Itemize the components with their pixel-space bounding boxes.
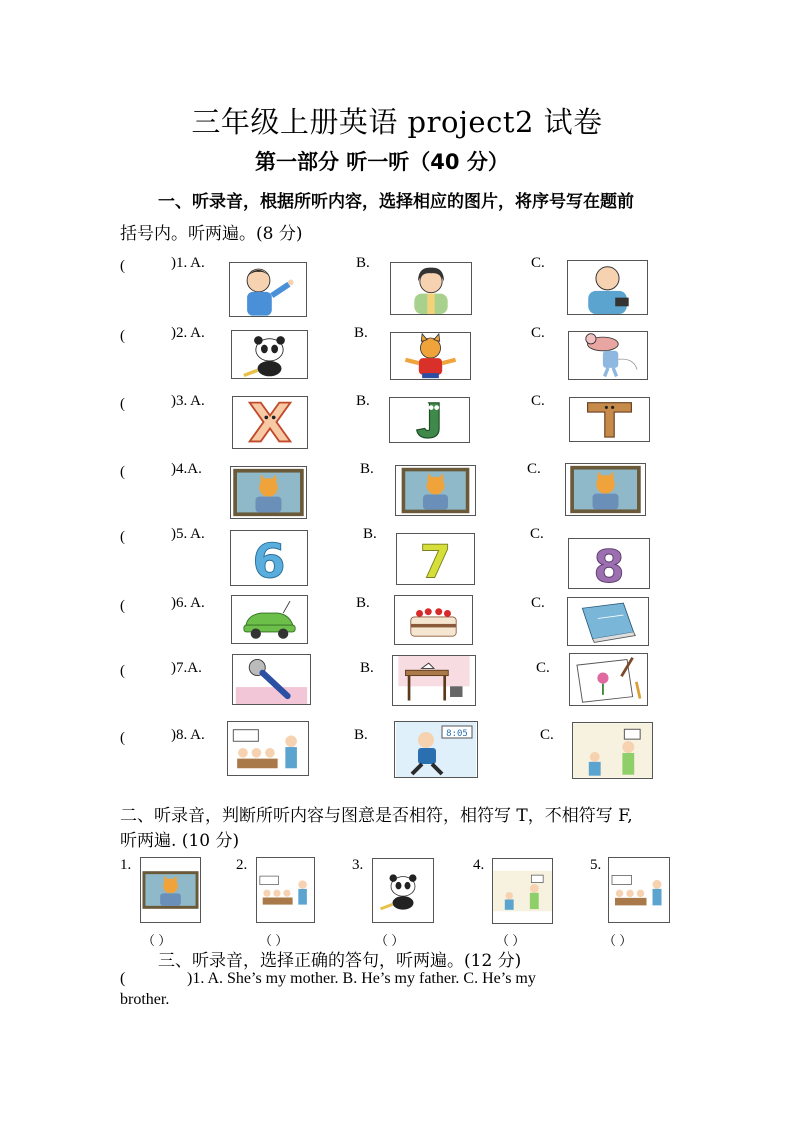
number-7-icon	[396, 533, 475, 585]
question-number: )5. A.	[171, 526, 205, 542]
svg-text:7: 7	[419, 535, 452, 584]
answer-paren: （ ）	[496, 933, 526, 948]
cake-icon	[394, 595, 473, 645]
svg-text:6: 6	[252, 534, 286, 585]
option-c-label: C.	[531, 595, 545, 611]
answer-paren: (	[120, 663, 125, 679]
woman-icon	[390, 262, 472, 315]
question-number: )1. A.	[171, 255, 205, 271]
letter-j-icon	[389, 397, 470, 443]
item-number: 1.	[120, 857, 132, 873]
answer-paren: (	[120, 396, 125, 412]
svg-text:8:05: 8:05	[446, 729, 468, 739]
option-c-label: C.	[531, 393, 545, 409]
option-b-label: B.	[356, 393, 370, 409]
answer-paren: （ ）	[142, 933, 172, 948]
answer-paren: （ ）	[259, 933, 289, 948]
question-number: )3. A.	[171, 393, 205, 409]
item-number: 5.	[590, 857, 602, 873]
sec3-q1-text: )1. A. She’s my mother. B. He’s my father. C. He’s my	[187, 970, 536, 987]
boy-icon	[229, 262, 307, 317]
microphone-icon	[232, 654, 311, 705]
answer-paren: (	[120, 464, 125, 480]
framed-cat-icon	[230, 466, 307, 519]
mouse-icon	[568, 331, 648, 380]
item-number: 4.	[473, 857, 485, 873]
scene-picture	[140, 857, 201, 923]
man-icon	[567, 260, 648, 315]
number-8-icon	[568, 538, 650, 589]
scene-picture	[372, 858, 434, 923]
item-number: 2.	[236, 857, 248, 873]
book-icon	[567, 597, 649, 646]
option-c-label: C.	[531, 325, 545, 341]
question-number: )2. A.	[171, 325, 205, 341]
answer-paren: （ ）	[375, 933, 405, 948]
item-number: 3.	[352, 857, 364, 873]
sec3-q1-paren: (	[120, 970, 126, 987]
panda-icon	[231, 330, 308, 379]
answer-paren: （ ）	[603, 933, 633, 948]
sec3-instruction: 三、听录音，选择正确的答句，听两遍。(12 分)	[158, 951, 522, 971]
option-b-label: B.	[356, 255, 370, 271]
cat-icon	[390, 332, 471, 380]
scene-picture	[256, 857, 315, 923]
question-number: )4.A.	[171, 461, 202, 477]
option-c-label: C.	[531, 255, 545, 271]
framed-cat-icon	[565, 463, 646, 516]
scene-picture	[492, 858, 553, 924]
answer-paren: (	[120, 730, 125, 746]
framed-cat-icon	[395, 465, 476, 516]
sec2-instruction-line2: 听两遍. (10 分)	[120, 831, 240, 851]
letter-t-icon	[569, 397, 650, 442]
answer-paren: (	[120, 258, 125, 274]
number-6-icon	[230, 530, 308, 586]
svg-text:8: 8	[593, 540, 625, 588]
option-b-label: B.	[360, 461, 374, 477]
page-title: 三年级上册英语 project2 试卷	[191, 105, 603, 139]
letter-x-icon	[232, 396, 308, 449]
option-b-label: B.	[356, 595, 370, 611]
scene-picture	[608, 857, 670, 923]
car-icon	[231, 595, 308, 644]
classroom-icon	[227, 721, 309, 776]
answer-paren: (	[120, 529, 125, 545]
option-c-label: C.	[527, 461, 541, 477]
sec1-instruction-line2: 括号内。听两遍。(8 分)	[120, 224, 303, 244]
sec1-instruction-line1: 一、听录音，根据所听内容，选择相应的图片，将序号写在题前	[158, 192, 634, 212]
option-c-label: C.	[540, 727, 554, 743]
question-number: )7.A.	[171, 660, 202, 676]
option-c-label: C.	[536, 660, 550, 676]
family-icon	[572, 722, 653, 779]
option-b-label: B.	[354, 727, 368, 743]
part1-title: 第一部分 听一听（40 分）	[255, 150, 509, 174]
answer-paren: (	[120, 328, 125, 344]
option-b-label: B.	[360, 660, 374, 676]
answer-paren: (	[120, 598, 125, 614]
option-b-label: B.	[363, 526, 377, 542]
drawing-icon	[569, 653, 648, 706]
sec3-q1-continuation: brother.	[120, 991, 170, 1008]
sec2-instruction-line1: 二、听录音，判断所听内容与图意是否相符，相符写 T，不相符写 F,	[120, 806, 633, 826]
question-number: )8. A.	[171, 727, 205, 743]
option-b-label: B.	[354, 325, 368, 341]
question-number: )6. A.	[171, 595, 205, 611]
running-boy-icon	[394, 721, 478, 778]
option-c-label: C.	[530, 526, 544, 542]
desk-icon	[392, 655, 476, 706]
